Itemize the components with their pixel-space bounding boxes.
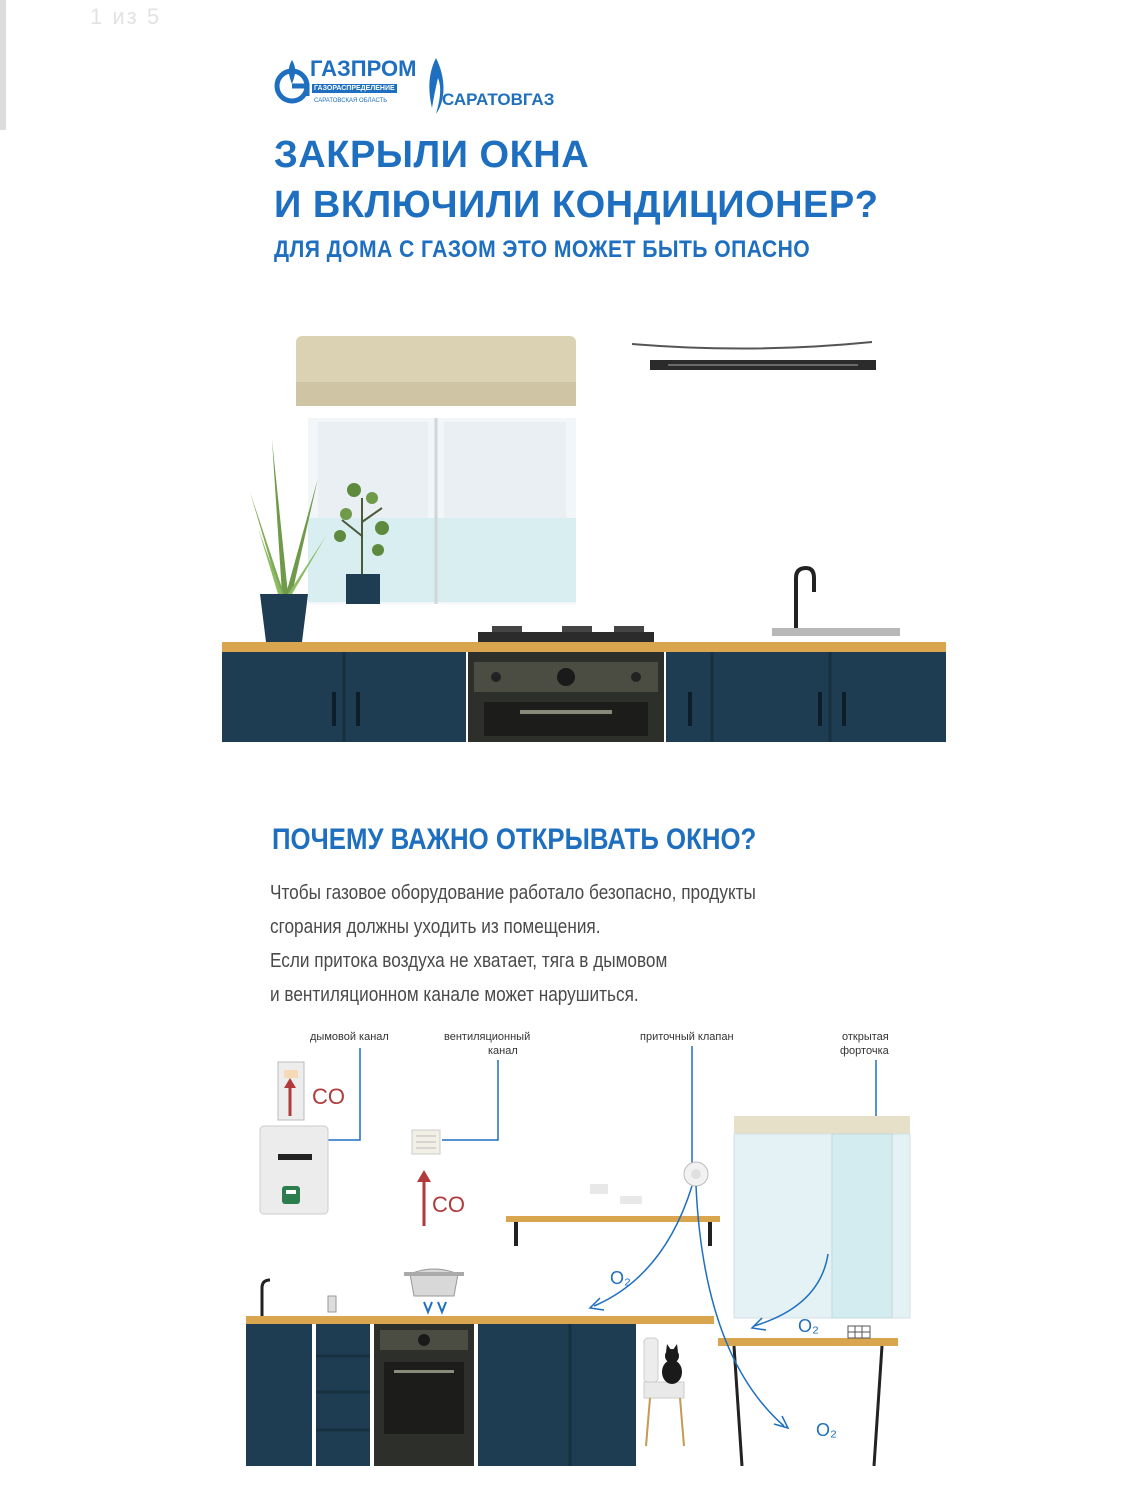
open-window-icon bbox=[734, 1116, 910, 1318]
co-arrow-icon bbox=[417, 1170, 431, 1226]
oven-icon bbox=[468, 652, 664, 742]
label-open-window-2: форточка bbox=[840, 1045, 889, 1057]
label-vent-channel-1: вентиляционный bbox=[444, 1031, 531, 1043]
label-vent-channel-2: канал bbox=[488, 1045, 518, 1057]
headline-line2: И ВКЛЮЧИЛИ КОНДИЦИОНЕР? bbox=[274, 184, 879, 226]
ceiling-vent-icon bbox=[632, 342, 876, 370]
dining-table-icon bbox=[718, 1326, 898, 1466]
smoke-channel-icon bbox=[278, 1062, 304, 1120]
paragraph-line-1: Чтобы газовое оборудование работало безопасно, продукты bbox=[270, 882, 756, 904]
headline-line1: ЗАКРЫЛИ ОКНА bbox=[274, 134, 590, 176]
cooking-pot-icon bbox=[404, 1269, 464, 1312]
countertop-2 bbox=[246, 1316, 714, 1324]
gazprom-logo bbox=[274, 56, 417, 114]
o2-label-2: O₂ bbox=[798, 1316, 819, 1336]
saratovgaz-name: САРАТОВГАЗ bbox=[442, 90, 555, 109]
co-label-vent: CO bbox=[432, 1192, 465, 1217]
gazprom-name: ГАЗПРОМ bbox=[310, 56, 417, 81]
vent-grille-icon bbox=[412, 1130, 440, 1154]
label-open-window-1: открытая bbox=[842, 1031, 889, 1043]
o2-label-3: O₂ bbox=[816, 1420, 837, 1440]
sink-faucet-icon bbox=[262, 1280, 336, 1318]
paragraph-line-3: Если притока воздуха не хватает, тяга в дымовом bbox=[270, 950, 668, 972]
label-supply-valve: приточный клапан bbox=[640, 1031, 734, 1043]
wall-shelf-icon bbox=[506, 1184, 720, 1246]
gazprom-region: САРАТОВСКАЯ ОБЛАСТЬ bbox=[314, 98, 388, 104]
leader-vent bbox=[442, 1060, 498, 1140]
gas-hob-icon bbox=[478, 626, 654, 642]
faucet-icon bbox=[772, 568, 900, 636]
saratovgaz-logo bbox=[426, 56, 566, 118]
gazprom-sub: ГАЗОРАСПРЕДЕЛЕНИЕ bbox=[314, 85, 395, 92]
label-smoke-channel: дымовой канал bbox=[310, 1031, 389, 1043]
countertop bbox=[222, 642, 946, 652]
paragraph-line-2: сгорания должны уходить из помещения. bbox=[270, 916, 601, 938]
supply-valve-icon bbox=[684, 1162, 708, 1186]
question-title: ПОЧЕМУ ВАЖНО ОТКРЫВАТЬ ОКНО? bbox=[272, 823, 757, 856]
o2-label-1: O₂ bbox=[610, 1268, 631, 1288]
scan-edge bbox=[0, 0, 6, 130]
o2-arrow-valve-left bbox=[590, 1186, 692, 1310]
gas-boiler-icon bbox=[260, 1126, 328, 1214]
air-conditioner-icon bbox=[296, 336, 576, 406]
ventilation-diagram bbox=[244, 1026, 914, 1466]
co-label-smoke: CO bbox=[312, 1084, 345, 1109]
paragraph-line-4: и вентиляционном канале может нарушиться. bbox=[270, 984, 639, 1006]
kitchen-ac-illustration bbox=[222, 322, 946, 742]
oven-2-icon bbox=[374, 1324, 474, 1466]
cat-icon bbox=[662, 1344, 682, 1384]
headline-subline: ДЛЯ ДОМА С ГАЗОМ ЭТО МОЖЕТ БЫТЬ ОПАСНО bbox=[274, 236, 811, 263]
page-counter: 1 из 5 bbox=[90, 4, 162, 29]
